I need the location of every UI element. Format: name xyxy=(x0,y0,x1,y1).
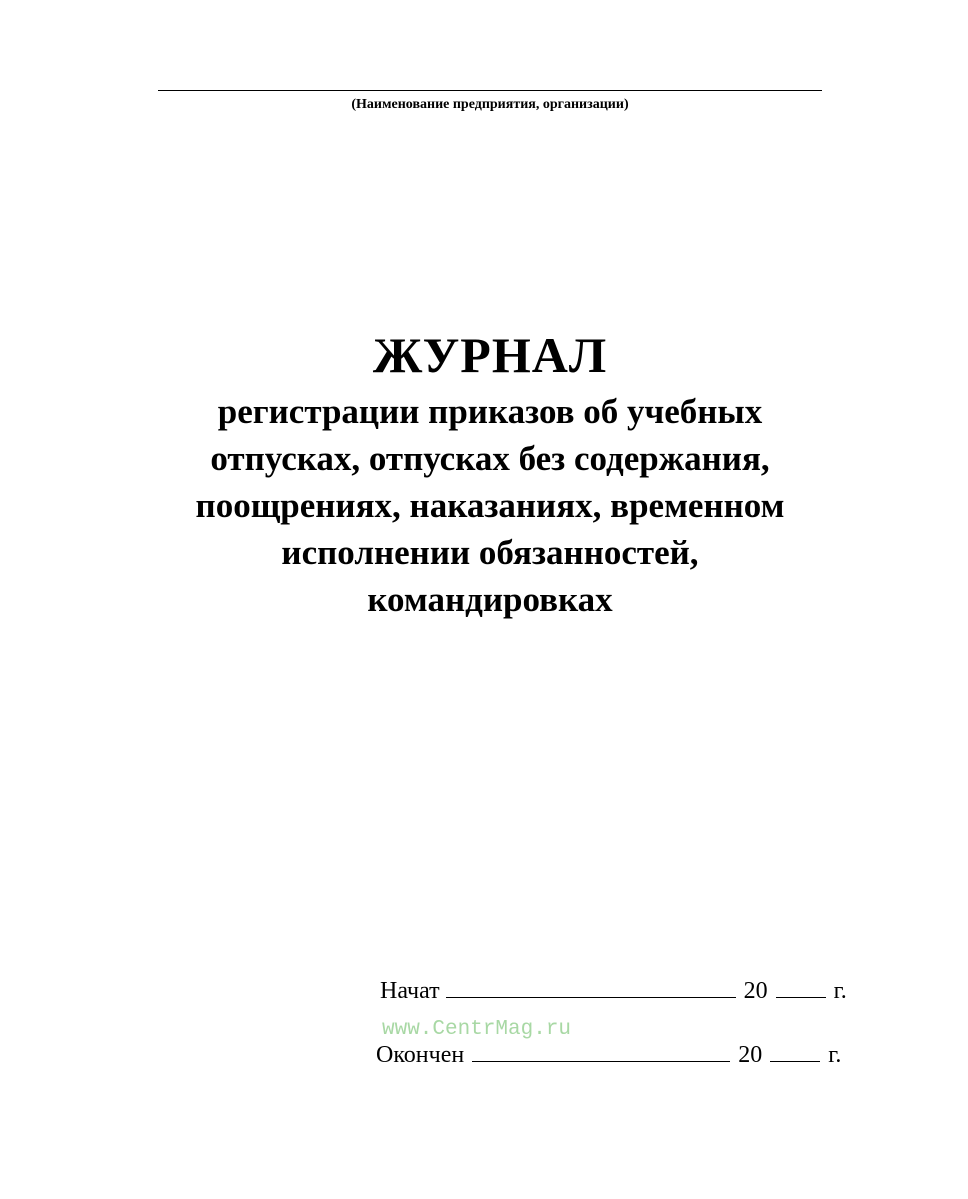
title-block xyxy=(40,322,940,623)
subtitle-line: исполнении обязанностей, xyxy=(281,533,699,572)
journal-title: ЖУРНАЛ xyxy=(372,327,608,383)
start-year-suffix: г. xyxy=(833,978,847,1004)
subtitle-line: регистрации приказов об учебных xyxy=(217,392,763,431)
start-year-prefix: 20 xyxy=(743,978,768,1004)
end-year-blank xyxy=(770,1039,820,1062)
organization-caption: (Наименование предприятия, организации) xyxy=(351,97,629,112)
subtitle-line: командировках xyxy=(367,580,613,619)
end-date-blank xyxy=(472,1039,730,1062)
end-label: Окончен xyxy=(376,1042,465,1068)
start-date-row xyxy=(380,975,847,1006)
subtitle-line: отпусках, отпусках без содержания, xyxy=(210,439,770,478)
start-date-blank xyxy=(446,975,736,998)
end-date-row xyxy=(376,1039,841,1070)
watermark: www.CentrMag.ru xyxy=(382,1018,572,1041)
subtitle-line: поощрениях, наказаниях, временном xyxy=(195,486,785,525)
end-year-prefix: 20 xyxy=(738,1042,763,1068)
end-year-suffix: г. xyxy=(828,1042,842,1068)
start-year-blank xyxy=(776,975,826,998)
journal-subtitle xyxy=(40,388,940,623)
start-label: Начат xyxy=(380,978,440,1004)
organization-name-line xyxy=(158,90,822,91)
